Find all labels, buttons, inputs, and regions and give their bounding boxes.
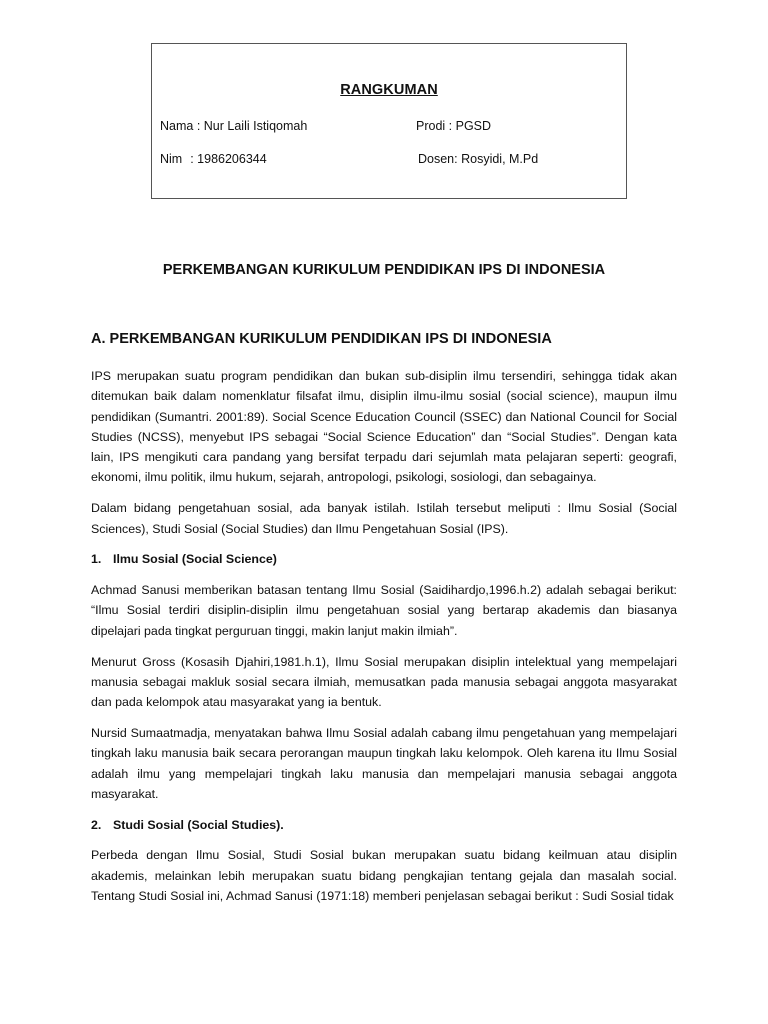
subheading-number: 1. — [91, 552, 102, 567]
subheading-ilmu-sosial — [91, 549, 677, 569]
subheading-number: 2. — [91, 817, 102, 832]
dosen-label: Dosen: — [418, 152, 458, 166]
document-body — [91, 366, 677, 917]
paragraph-studi-sosial: Perbeda dengan Ilmu Sosial, Studi Sosial bukan merupakan suatu bidang keilmuan atau disiplin akademis, melainkan lebih merupakan suatu bidang pengkajian tentang gejala dan masalah social. Tentang Studi Sosial ini, Achmad Sanusi (1971:18) memberi penjelasan sebagai berikut : Sudi Sosial tidak — [91, 848, 677, 904]
summary-title: RANGKUMAN — [340, 82, 438, 98]
subheading-text: Ilmu Sosial (Social Science) — [113, 552, 277, 567]
paragraph-achmad-sanusi: Achmad Sanusi memberikan batasan tentang Ilmu Sosial (Saidihardjo,1996.h.2) adalah sebagai berikut: “Ilmu Sosial terdiri disiplin-disiplin ilmu pengetahuan sosial yang bertarap akademis dan biasanya dipelajari pada tingkat perguruan tinggi, makin lanjut makin ilmiah”. — [91, 583, 677, 638]
prodi-field — [416, 119, 491, 133]
nim-field — [160, 152, 267, 166]
nim-label: Nim — [160, 152, 183, 166]
paragraph-gross: Menurut Gross (Kosasih Djahiri,1981.h.1), Ilmu Sosial merupakan disiplin intelektual yang mempelajari manusia sebagai makluk sosial secara ilmiah, memusatkan pada manusia sebagai anggota masyarakat dan pada kelompok atau masyarakat yang ia bentuk. — [91, 654, 677, 710]
nama-value: Nur Laili Istiqomah — [203, 119, 308, 133]
summary-header-box — [151, 43, 627, 199]
dosen-field — [418, 152, 538, 166]
subheading-text: Studi Sosial (Social Studies). — [113, 817, 284, 832]
nama-label: Nama : — [160, 119, 201, 133]
paragraph-nursid: Nursid Sumaatmadja, menyatakan bahwa Ilmu Sosial adalah cabang ilmu pengetahuan yang mempelajari tingkah laku manusia baik secara perorangan maupun tingkah laku kelompok. Oleh karena itu Ilmu Sosial adalah ilmu yang mempelajari tingkah laku manusia dan mempelajari manusia sebagai anggota masyarakat. — [91, 725, 677, 801]
dosen-value: Rosyidi, M.Pd — [461, 152, 539, 166]
prodi-value: PGSD — [455, 119, 492, 133]
document-title: PERKEMBANGAN KURIKULUM PENDIDIKAN IPS DI INDONESIA — [162, 262, 606, 278]
subheading-studi-sosial — [91, 815, 677, 835]
section-a-heading: A. PERKEMBANGAN KURIKULUM PENDIDIKAN IPS DI INDONESIA — [91, 331, 552, 347]
paragraph-ips-definition: IPS merupakan suatu program pendidikan dan bukan sub-disiplin ilmu tersendiri, sehingga tidak akan ditemukan baik dalam nomenklatur filsafat ilmu, disiplin ilmu-ilmu sosial (social science), maupun ilmu pendidikan (Sumantri. 2001:89). Social Scence Education Council (SSEC) dan National Council for Social Studies (NCSS), menyebut IPS sebagai “Social Science Education” dan “Social Studies”. Dengan kata lain, IPS mengikuti cara pandang yang bersifat terpadu dari sejumlah mata pelajaran seperti: geografi, ekonomi, ilmu politik, ilmu hukum, sejarah, antropologi, psikologi, sosiologi, dan sebagainya. — [91, 369, 677, 485]
nama-field — [160, 119, 307, 133]
paragraph-istilah: Dalam bidang pengetahuan sosial, ada banyak istilah. Istilah tersebut meliputi : Ilmu Sosial (Social Sciences), Studi Sosial (Social Studies) dan Ilmu Pengetahuan Sosial (IPS). — [91, 501, 677, 536]
nim-value: : 1986206344 — [190, 152, 267, 166]
prodi-label: Prodi : — [416, 119, 453, 133]
